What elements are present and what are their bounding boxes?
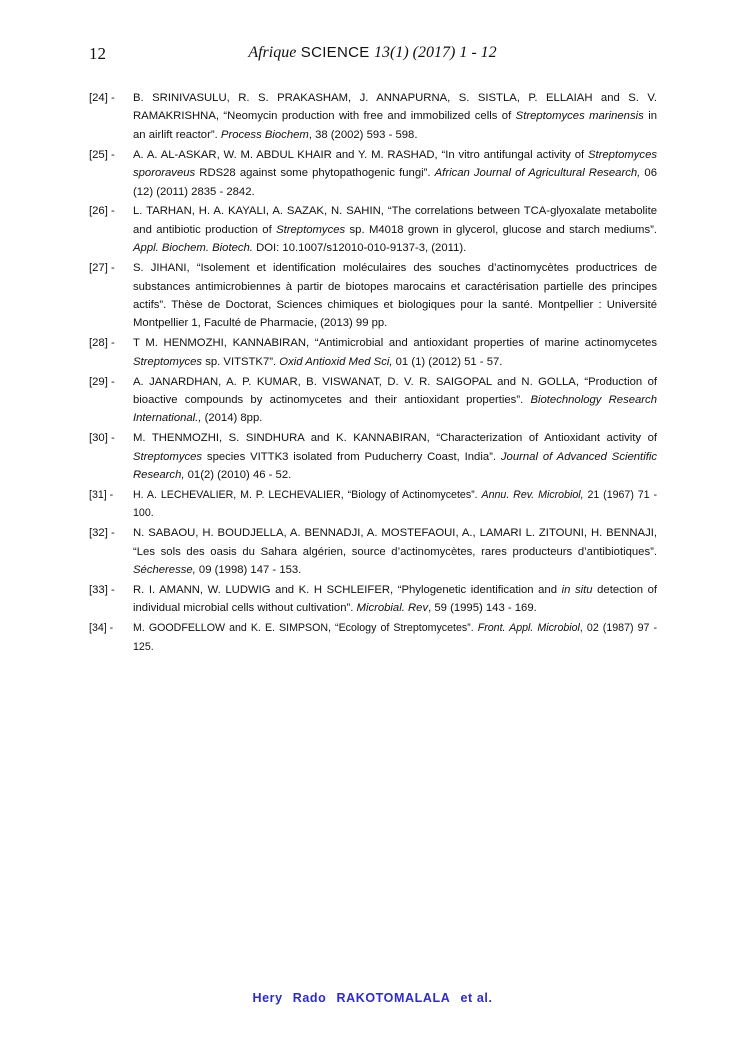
reference-segment: sp. M4018 grown in glycerol, glucose and starch mediums”.: [345, 223, 657, 236]
reference-number: [32] -: [89, 527, 115, 540]
reference-segment: S. JIHANI, “Isolement et identification moléculaires des souches d’actinomycètes productrices de substances antimicrobiennes à partir de biotopes marocains et caractérisation partielle des principes actifs”. Thèse de Doctorat, Sciences chimiques et biologiques pour la santé. Montpellier : Université Montpellier 1, Faculté de Pharmacie, (2013) 99 pp.: [133, 262, 657, 330]
reference-entry: [89, 334, 657, 371]
reference-entry: [89, 486, 657, 523]
reference-segment: , 02 (1987) 97 - 125.: [133, 622, 657, 653]
reference-italic-segment: Oxid Antioxid Med Sci,: [279, 355, 393, 368]
reference-segment: 01 (1) (2012) 51 - 57.: [392, 355, 503, 368]
reference-italic-segment: Process Biochem: [220, 128, 309, 141]
reference-italic-segment: Microbial. Rev: [356, 602, 429, 615]
reference-italic-segment: Streptomyces: [133, 355, 203, 368]
reference-entry: [89, 89, 657, 144]
reference-entry: [89, 429, 657, 484]
reference-number: [34] -: [89, 622, 114, 635]
reference-number: [26] -: [89, 205, 115, 218]
journal-citation: [89, 44, 656, 62]
reference-italic-segment: Front. Appl. Microbiol: [477, 622, 580, 635]
reference-segment: N. SABAOU, H. BOUDJELLA, A. BENNADJI, A. MOSTEFAOUI, A., LAMARI L. ZITOUNI, H. BENNAJI, “Les sols des oasis du Sahara algérien, source d’actinomycètes, rares producteurs d’antibiotiques”.: [133, 527, 657, 558]
reference-segment: RDS28 against some phytopathogenic fungi”.: [195, 167, 435, 180]
reference-list: [89, 89, 657, 658]
reference-entry: [89, 202, 657, 257]
page-header: [89, 44, 656, 66]
reference-segment: L. TARHAN, H. A. KAYALI, A. SAZAK, N. SAHIN, “The correlations between TCA-glyoxalate metabolite and antibiotic production of: [133, 205, 657, 236]
reference-text: [133, 619, 657, 656]
reference-italic-segment: Streptomyces marinensis: [515, 110, 644, 123]
reference-segment: sp. VITSTK7”.: [202, 355, 280, 368]
reference-entry: [89, 146, 657, 201]
reference-number: [30] -: [89, 432, 115, 445]
page-footer-authors: [0, 991, 745, 1005]
reference-number: [31] -: [89, 489, 114, 502]
reference-italic-segment: Biotechnology Research International.,: [133, 394, 657, 425]
reference-segment: (2014) 8pp.: [201, 412, 263, 425]
journal-italic-title: Afrique: [248, 44, 297, 61]
reference-italic-segment: Annu. Rev. Microbiol,: [481, 489, 584, 502]
reference-italic-segment: Streptomyces: [276, 223, 346, 236]
reference-segment: DOI: 10.1007/s12010-010-9137-3, (2011).: [252, 242, 467, 255]
journal-name: SCIENCE: [300, 44, 370, 61]
reference-number: [29] -: [89, 375, 115, 388]
reference-segment: species VITTK3 isolated from Puducherry Coast, India”.: [202, 450, 501, 463]
reference-segment: 06 (12) (2011) 2835 - 2842.: [133, 167, 657, 198]
reference-italic-segment: in situ: [561, 584, 593, 597]
reference-italic-segment: Streptomyces: [133, 450, 203, 463]
reference-text: [133, 334, 657, 371]
reference-text: [133, 429, 657, 484]
reference-text: [133, 486, 657, 523]
reference-number: [25] -: [89, 148, 115, 161]
reference-segment: B. SRINIVASULU, R. S. PRAKASHAM, J. ANNAPURNA, S. SISTLA, P. ELLAIAH and S. V. RAMAKRISHNA, “Neomycin production with free and immobilized cells of: [133, 92, 657, 123]
reference-segment: M. GOODFELLOW and K. E. SIMPSON, “Ecology of Streptomycetes”.: [133, 622, 478, 635]
reference-entry: [89, 259, 657, 333]
reference-text: [133, 89, 657, 144]
reference-segment: 01(2) (2010) 46 - 52.: [184, 469, 292, 482]
reference-text: [133, 146, 657, 201]
reference-italic-segment: Streptomyces spororaveus: [133, 148, 657, 180]
reference-number: [33] -: [89, 584, 115, 597]
reference-segment: 21 (1967) 71 - 100.: [133, 489, 657, 520]
footer-first-name: Hery: [252, 991, 283, 1005]
reference-number: [24] -: [89, 92, 115, 104]
footer-last-name: RAKOTOMALALA: [336, 991, 451, 1005]
reference-text: [133, 202, 657, 257]
reference-italic-segment: African Journal of Agricultural Research,: [434, 167, 641, 180]
reference-entry: [89, 619, 657, 656]
reference-italic-segment: Sécheresse,: [133, 564, 196, 577]
reference-text: [133, 259, 657, 333]
footer-et-al: et al.: [460, 991, 493, 1005]
reference-entry: [89, 581, 657, 618]
reference-segment: H. A. LECHEVALIER, M. P. LECHEVALIER, “Biology of Actinomycetes”.: [133, 489, 482, 502]
reference-text: [133, 373, 657, 428]
reference-segment: M. THENMOZHI, S. SINDHURA and K. KANNABIRAN, “Characterization of Antioxidant activity of: [133, 432, 657, 445]
reference-segment: detection of individual microbial cells without cultivation”.: [133, 584, 658, 615]
reference-segment: R. I. AMANN, W. LUDWIG and K. H SCHLEIFER, “Phylogenetic identification and: [133, 584, 562, 597]
reference-number: [28] -: [89, 337, 115, 350]
page-number: 12: [89, 44, 106, 63]
reference-segment: 09 (1998) 147 - 153.: [195, 564, 302, 577]
reference-segment: T M. HENMOZHI, KANNABIRAN, “Antimicrobial and antioxidant properties of marine actinomycetes: [133, 337, 657, 350]
journal-issue: 13(1) (2017) 1 - 12: [374, 44, 497, 61]
reference-segment: A. A. AL-ASKAR, W. M. ABDUL KHAIR and Y. M. RASHAD, “In vitro antifungal activity of: [133, 148, 588, 161]
reference-segment: , 38 (2002) 593 - 598.: [308, 128, 418, 141]
footer-middle-name: Rado: [292, 991, 327, 1005]
reference-italic-segment: Appl. Biochem. Biotech.: [133, 242, 253, 255]
reference-text: [133, 581, 657, 618]
reference-segment: A. JANARDHAN, A. P. KUMAR, B. VISWANAT, D. V. R. SAIGOPAL and N. GOLLA, “Production of bioactive compounds by actinomycetes and their antioxidant properties”.: [133, 375, 657, 406]
reference-entry: [89, 524, 657, 579]
reference-entry: [89, 373, 657, 428]
reference-number: [27] -: [89, 262, 115, 275]
reference-segment: in an airlift reactor”.: [133, 110, 657, 141]
reference-italic-segment: Journal of Advanced Scientific Research,: [133, 450, 657, 482]
reference-text: [133, 524, 657, 579]
reference-segment: , 59 (1995) 143 - 169.: [428, 602, 537, 615]
